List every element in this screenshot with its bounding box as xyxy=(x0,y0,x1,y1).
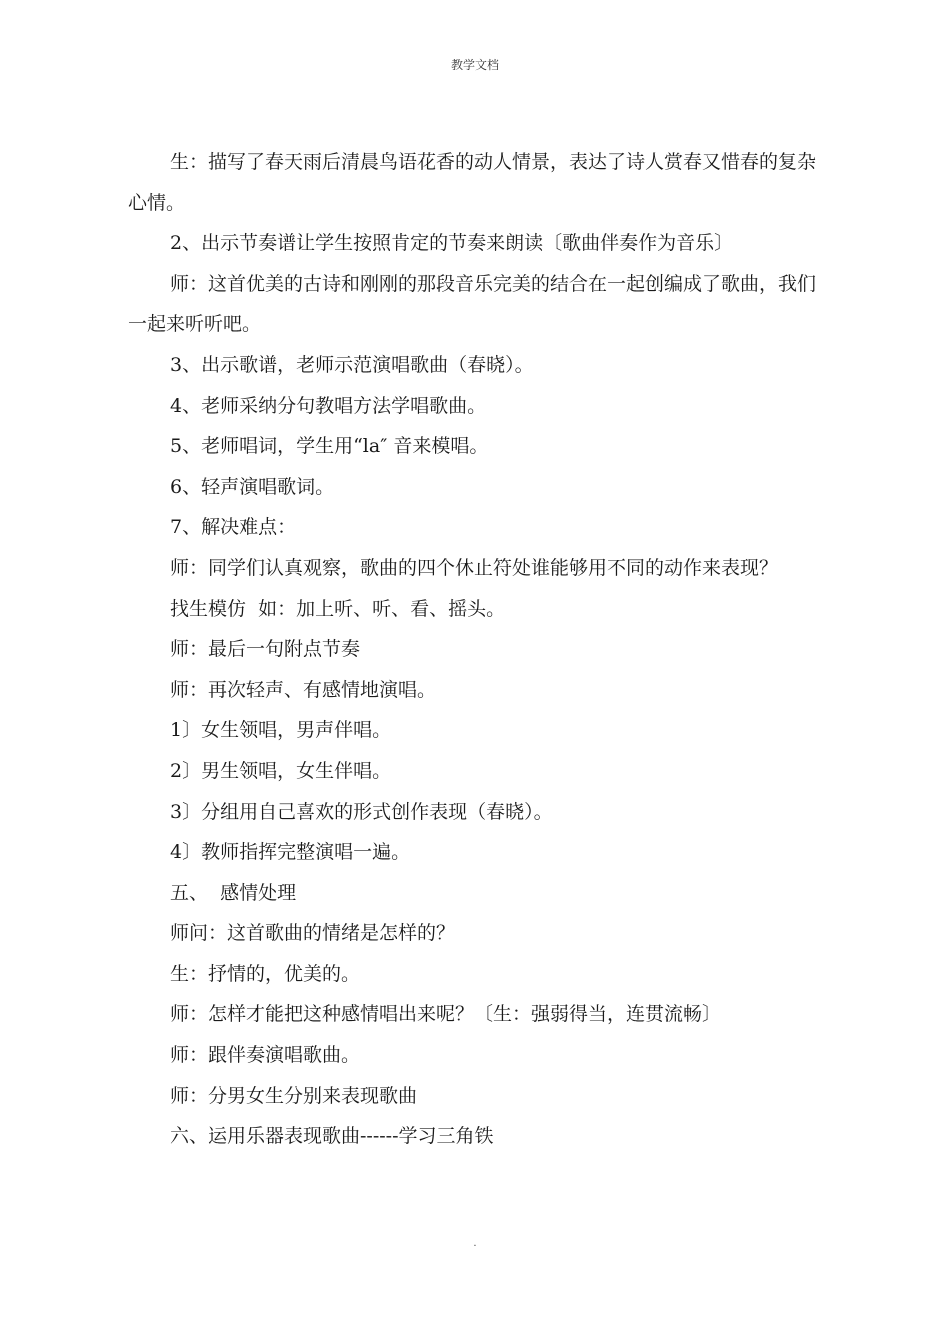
paragraph-4: 3、出示歌谱，老师示范演唱歌曲（春晓）。 xyxy=(170,353,534,376)
paragraph-1: 生：描写了春天雨后清晨鸟语花香的动人情景，表达了诗人赏春又惜春的复杂心情。 xyxy=(128,151,817,214)
paragraph-7: 6、轻声演唱歌词。 xyxy=(170,475,335,498)
paragraph-2: 2、出示节奏谱让学生按照肯定的节奏来朗读〔歌曲伴奏作为音乐〕 xyxy=(170,232,734,255)
section-heading-6: 六、运用乐器表现歌曲------学习三角铁 xyxy=(170,1125,494,1148)
paragraph-6: 5、老师唱词，学生用“la″ 音来模唱。 xyxy=(170,435,489,458)
paragraph-3: 师：这首优美的古诗和刚刚的那段音乐完美的结合在一起创编成了歌曲，我们一起来听听吧。 xyxy=(128,272,817,336)
paragraph-13: 1〕女生领唱，男声伴唱。 xyxy=(170,719,392,742)
page-footer: . xyxy=(473,1238,477,1249)
paragraph-19: 生：抒情的，优美的。 xyxy=(170,962,361,985)
document-body xyxy=(128,142,828,1157)
paragraph-20: 师：怎样才能把这种感情唱出来呢？〔生：强弱得当，连贯流畅〕 xyxy=(170,1003,722,1026)
page-header: 教学文档 xyxy=(450,58,499,72)
paragraph-18: 师问：这首歌曲的情绪是怎样的？ xyxy=(170,922,456,945)
paragraph-15: 3〕分组用自己喜欢的形式创作表现（春晓）。 xyxy=(170,800,553,823)
paragraph-14: 2〕男生领唱，女生伴唱。 xyxy=(170,759,392,782)
paragraph-10: 找生模仿 如：加上听、听、看、摇头。 xyxy=(170,597,506,620)
paragraph-5: 4、老师采纳分句教唱方法学唱歌曲。 xyxy=(170,394,487,417)
paragraph-8: 7、解决难点： xyxy=(170,516,297,539)
paragraph-16: 4〕教师指挥完整演唱一遍。 xyxy=(170,841,411,864)
paragraph-12: 师：再次轻声、有感情地演唱。 xyxy=(170,678,437,701)
paragraph-22: 师：分男女生分别来表现歌曲 xyxy=(170,1084,418,1107)
paragraph-11: 师：最后一句附点节奏 xyxy=(170,638,361,661)
paragraph-9: 师：同学们认真观察，歌曲的四个休止符处谁能够用不同的动作来表现？ xyxy=(170,556,779,579)
paragraph-21: 师：跟伴奏演唱歌曲。 xyxy=(170,1044,361,1067)
section-heading-5: 五、 感情处理 xyxy=(170,881,297,904)
